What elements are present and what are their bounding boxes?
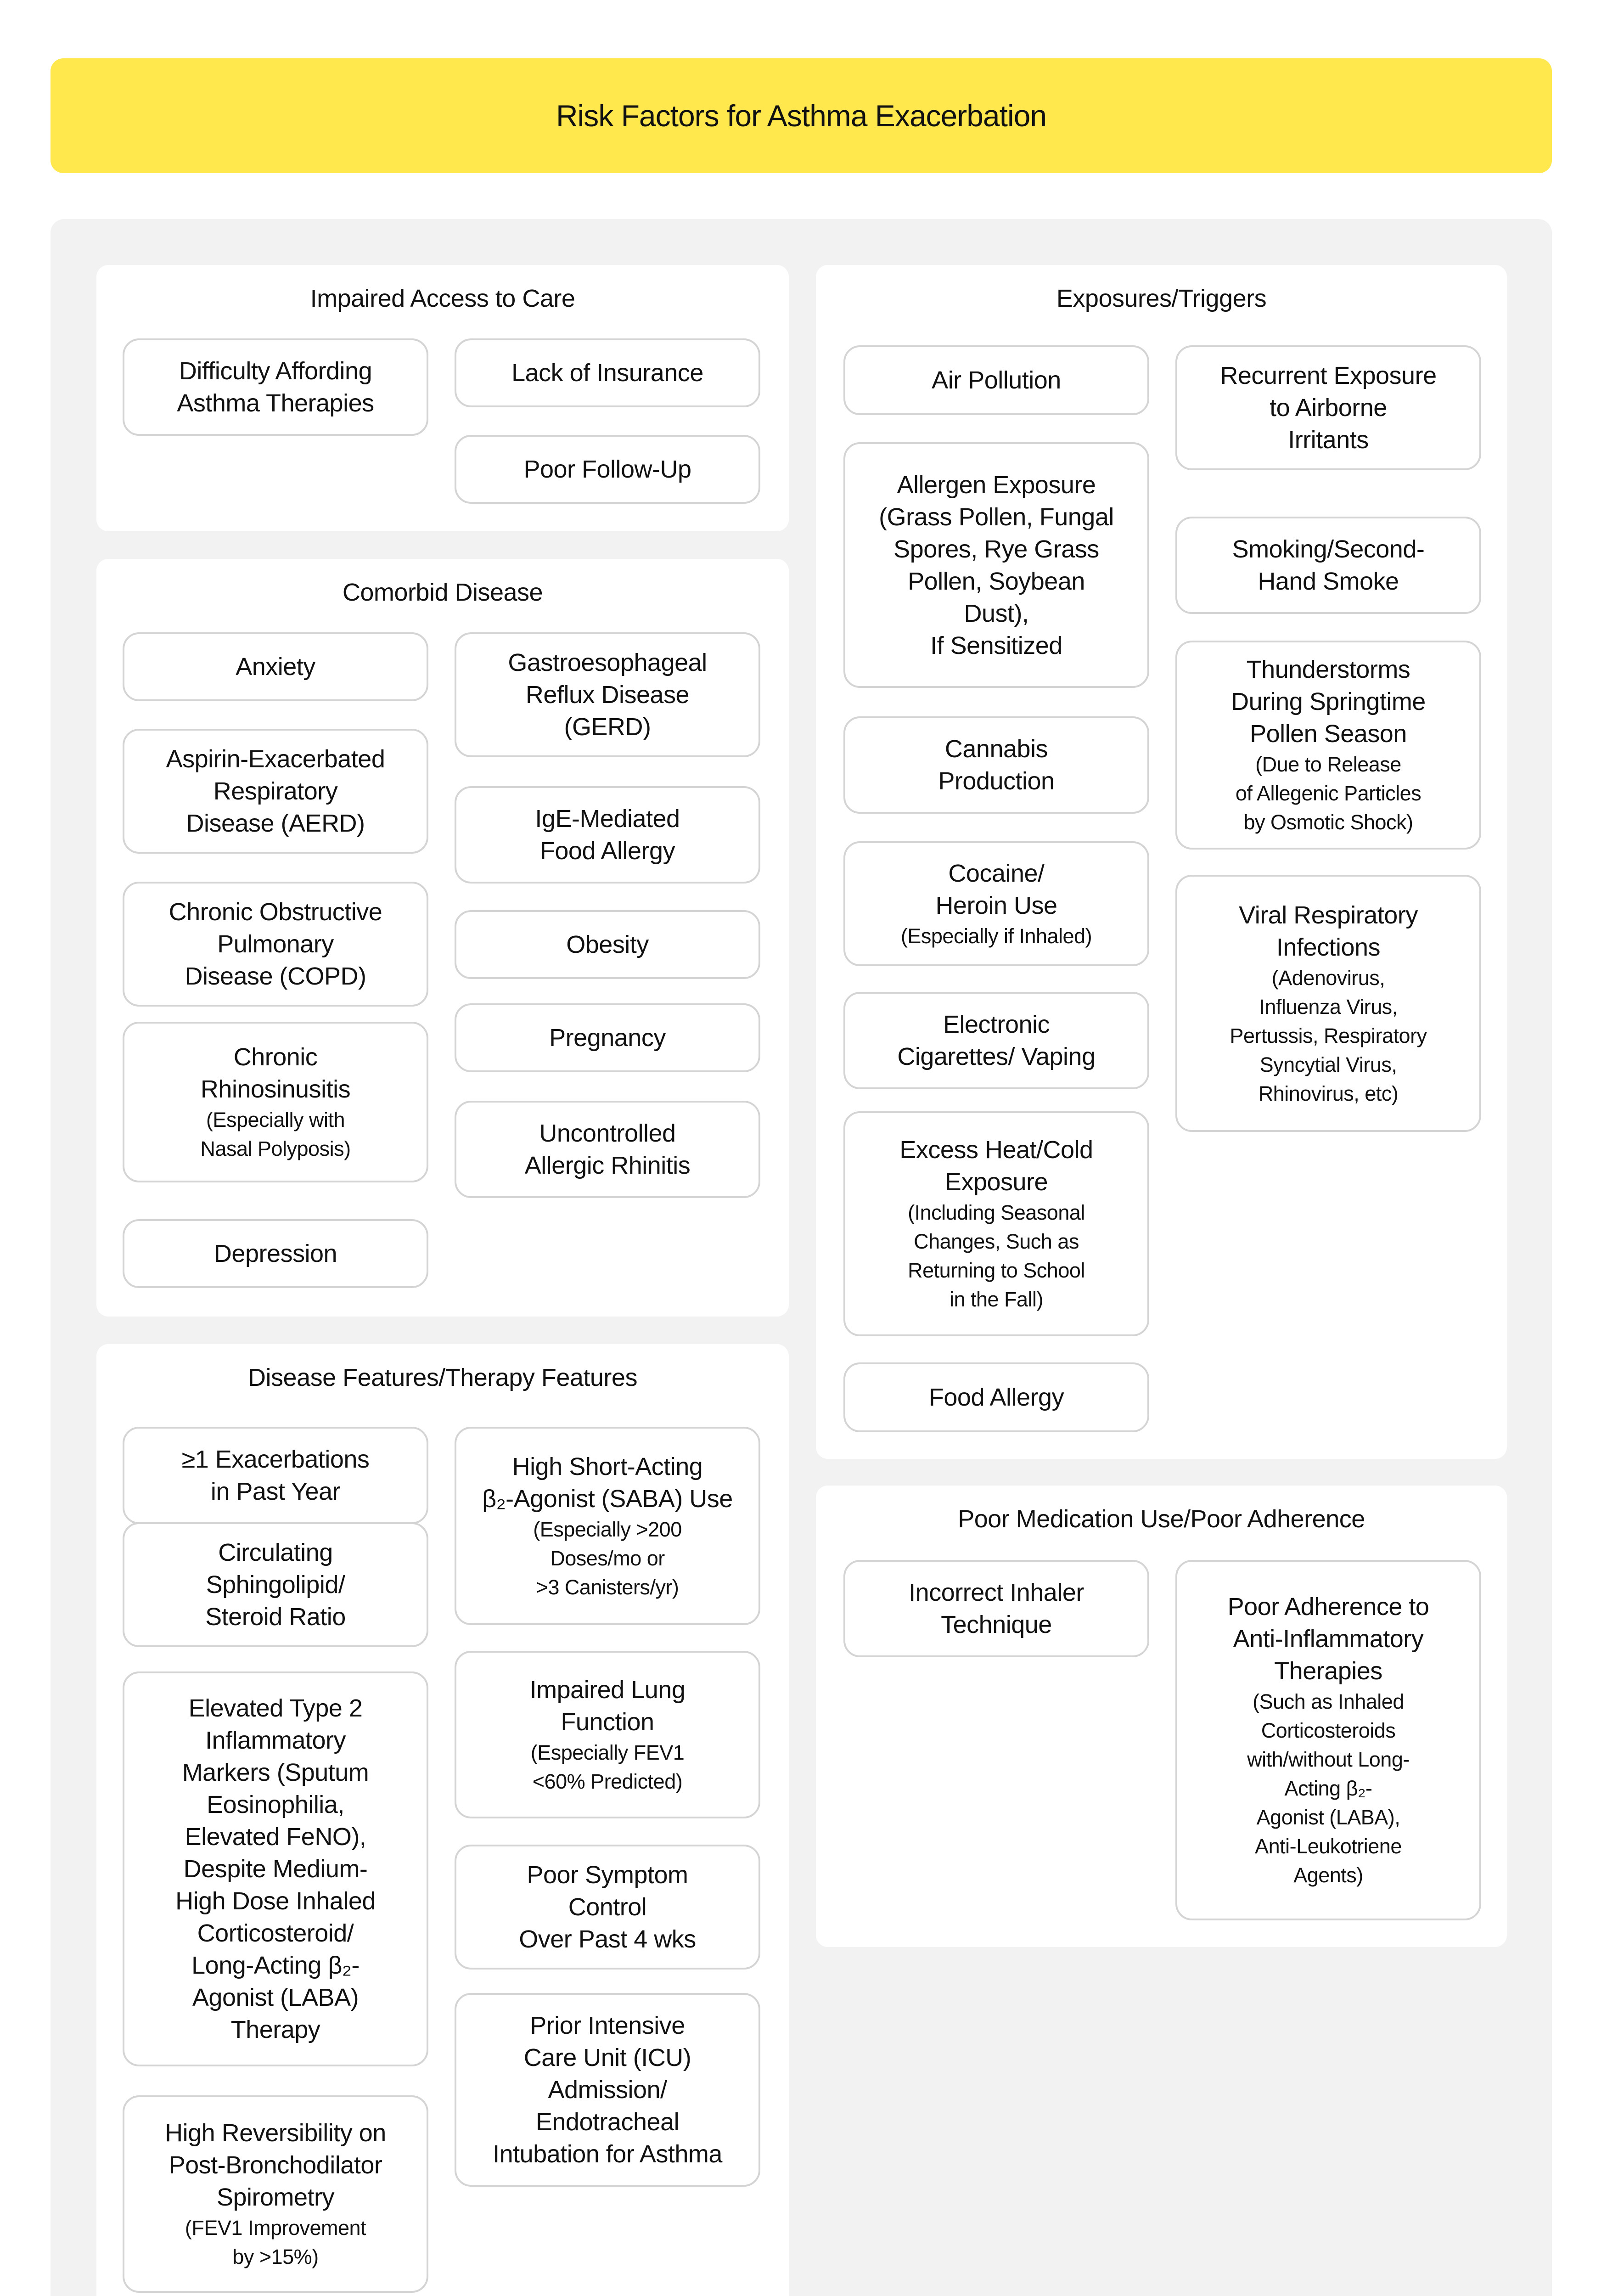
factor-label: IgE-Mediated Food Allergy — [535, 805, 680, 865]
risk-factor-box — [843, 716, 1149, 814]
factor-label: Gastroesophageal Reflux Disease (GERD) — [508, 649, 707, 741]
factor-label: Electronic Cigarettes/ Vaping — [897, 1011, 1096, 1070]
risk-factor-box — [123, 632, 428, 701]
risk-factor-box — [123, 338, 428, 436]
factor-label: Difficulty Affording Asthma Therapies — [177, 357, 374, 417]
panel-title: Poor Medication Use/Poor Adherence — [958, 1505, 1365, 1533]
title-banner — [51, 58, 1552, 173]
factor-label: Prior Intensive Care Unit (ICU) Admission/ Endotracheal Intubation for Asthma — [493, 2012, 722, 2168]
factor-label: Impaired Lung Function — [529, 1676, 686, 1736]
risk-factor-box — [455, 910, 760, 979]
factor-label: Obesity — [566, 931, 649, 958]
factor-label: Lack of Insurance — [511, 359, 703, 387]
risk-factor-box — [455, 1651, 760, 1818]
panel-title: Impaired Access to Care — [310, 285, 575, 312]
factor-label: Anxiety — [236, 653, 315, 681]
risk-factor-box — [123, 882, 428, 1007]
factor-label: Depression — [214, 1240, 337, 1267]
risk-factor-box — [123, 1219, 428, 1288]
risk-factor-box — [843, 345, 1149, 415]
risk-factor-box — [1175, 875, 1481, 1132]
risk-factor-box — [1175, 641, 1481, 850]
factor-label: Food Allergy — [928, 1384, 1064, 1411]
risk-factor-box — [455, 786, 760, 884]
factor-label: Aspirin-Exacerbated Respiratory Disease (AERD) — [166, 745, 385, 837]
factor-label: Elevated Type 2 Inflammatory Markers (Sputum Eosinophilia, Elevated FeNO), Despite Medium- High Dose Inhaled Corticosteroid/ Long-Acting β₂- Agonist (LABA) Therapy — [175, 1694, 376, 2043]
factor-label: Poor Symptom Control Over Past 4 wks — [519, 1861, 696, 1953]
risk-factor-box — [843, 1362, 1149, 1432]
factor-label: High Short-Acting β₂-Agonist (SABA) Use — [482, 1452, 733, 1513]
factor-label: Cannabis Production — [938, 735, 1055, 795]
panel-title: Disease Features/Therapy Features — [248, 1364, 637, 1391]
factor-label: Allergen Exposure (Grass Pollen, Fungal Spores, Rye Grass Pollen, Soybean Dust), If Sensitized — [879, 471, 1114, 659]
factor-label: Excess Heat/Cold Exposure — [899, 1136, 1093, 1196]
factor-detail: (Adenovirus, Influenza Virus, Pertussis, Respiratory Syncytial Virus, Rhinovirus, etc) — [1230, 966, 1427, 1105]
factor-label: Recurrent Exposure to Airborne Irritants — [1220, 362, 1437, 454]
risk-factor-box — [123, 2095, 428, 2293]
risk-factor-box — [123, 1427, 428, 1524]
risk-factor-box — [455, 435, 760, 504]
risk-factor-box — [843, 442, 1149, 688]
factor-label: Viral Respiratory Infections — [1239, 901, 1418, 961]
risk-factor-box — [1175, 1560, 1481, 1920]
risk-factor-box — [455, 1993, 760, 2187]
factor-detail: (Especially with Nasal Polyposis) — [200, 1108, 351, 1160]
risk-factor-box — [123, 1671, 428, 2066]
risk-factor-box — [123, 729, 428, 854]
factor-label: Chronic Obstructive Pulmonary Disease (COPD) — [169, 898, 382, 990]
factor-label: Cocaine/ Heroin Use — [935, 859, 1057, 919]
factor-detail: (Especially >200 Doses/mo or >3 Canisters/yr) — [533, 1517, 682, 1599]
factor-label: Incorrect Inhaler Technique — [909, 1579, 1084, 1638]
factor-label: Thunderstorms During Springtime Pollen Season — [1231, 656, 1426, 748]
factor-label: Poor Follow-Up — [523, 456, 691, 483]
factor-label: Chronic Rhinosinusitis — [200, 1043, 351, 1103]
factor-label: High Reversibility on Post-Bronchodilator Spirometry — [165, 2119, 386, 2211]
risk-factor-box — [455, 1845, 760, 1970]
factor-detail: (Due to Release of Allegenic Particles by Osmotic Shock) — [1235, 753, 1422, 834]
risk-factor-box — [1175, 517, 1481, 614]
risk-factor-box — [455, 1101, 760, 1198]
panel-title: Exposures/Triggers — [1056, 285, 1267, 312]
risk-factor-box — [455, 338, 760, 407]
factor-detail: (Such as Inhaled Corticosteroids with/without Long- Acting β₂- Agonist (LABA), Anti-Leukotriene Agents) — [1247, 1690, 1410, 1887]
risk-factor-box — [843, 841, 1149, 966]
factor-label: Circulating Sphingolipid/ Steroid Ratio — [205, 1539, 346, 1631]
factor-label: Smoking/Second- Hand Smoke — [1232, 535, 1425, 595]
risk-factor-box — [455, 1003, 760, 1072]
factor-detail: (Including Seasonal Changes, Such as Returning to School in the Fall) — [908, 1201, 1085, 1311]
risk-factor-box — [455, 632, 760, 757]
factor-detail: (Especially if Inhaled) — [900, 924, 1092, 948]
factor-label: Poor Adherence to Anti-Inflammatory Therapies — [1227, 1593, 1429, 1685]
risk-factor-box — [843, 992, 1149, 1089]
factor-label: ≥1 Exacerbations in Past Year — [181, 1446, 370, 1505]
risk-factor-box — [843, 1560, 1149, 1657]
factor-label: Pregnancy — [549, 1024, 666, 1052]
factor-detail: (FEV1 Improvement by >15%) — [185, 2216, 366, 2268]
factor-label: Uncontrolled Allergic Rhinitis — [524, 1120, 691, 1179]
risk-factor-box — [455, 1427, 760, 1625]
page-title: Risk Factors for Asthma Exacerbation — [556, 99, 1047, 133]
risk-factor-box — [1175, 345, 1481, 470]
factor-detail: (Especially FEV1 <60% Predicted) — [530, 1740, 685, 1793]
factor-label: Air Pollution — [932, 366, 1061, 394]
risk-factor-box — [123, 1022, 428, 1182]
panel-title: Comorbid Disease — [342, 579, 543, 606]
risk-factor-box — [123, 1522, 428, 1647]
risk-factor-box — [843, 1111, 1149, 1336]
